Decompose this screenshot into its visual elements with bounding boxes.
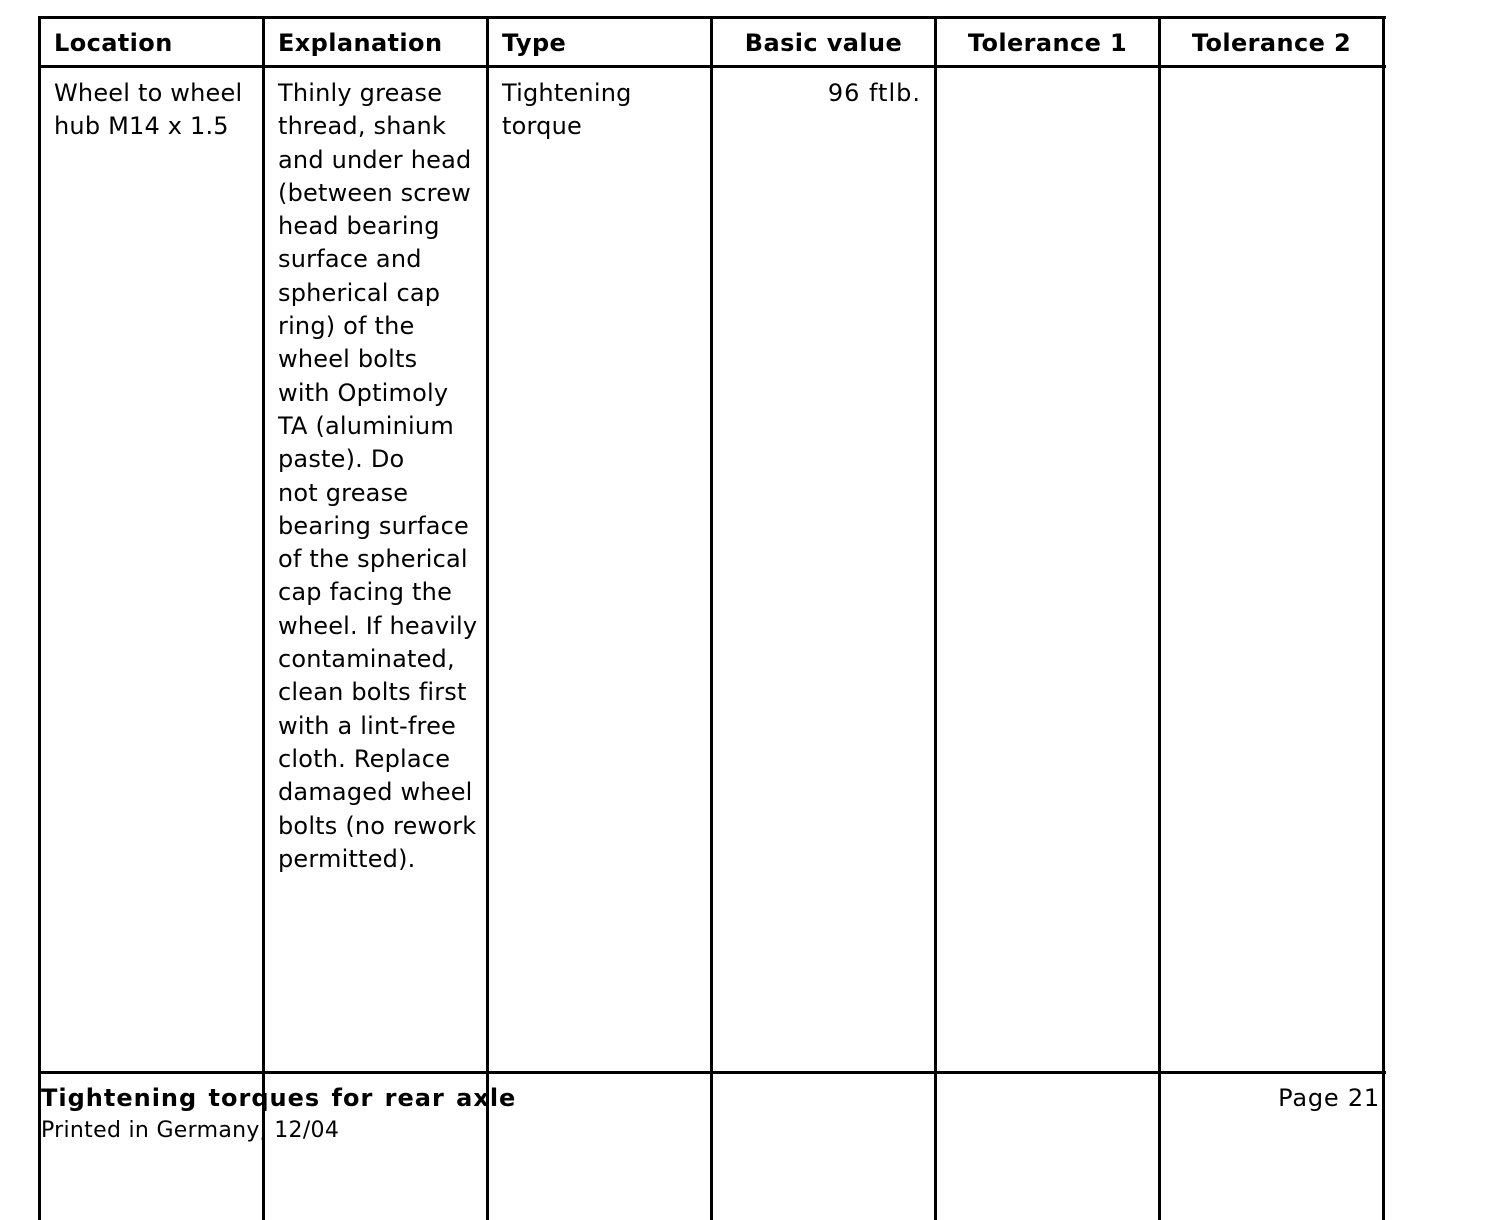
cell-type: Tightening torque (502, 79, 632, 141)
header-location: Location (54, 29, 173, 57)
table-left-border (38, 16, 41, 1220)
cell-location: Wheel to wheel hub M14 x 1.5 (54, 79, 243, 141)
column-divider-3 (710, 16, 713, 1220)
header-basic-value: Basic value (744, 29, 903, 57)
header-type: Type (502, 29, 567, 57)
footer-printed-note: Printed in Germany, 12/04 (41, 1118, 340, 1143)
footer-title: Tightening torques for rear axle (41, 1084, 517, 1112)
column-divider-1 (262, 16, 265, 1220)
column-divider-5 (1158, 16, 1161, 1220)
cell-explanation: Thinly grease thread, shank and under head (between screw head bearing surface and spherical cap ring) of the wheel bolts with Optimoly TA (aluminium paste). Do not grease bearing surface of the spherical cap facing the wheel. If heavily contaminated, clean bolts first with a lint-free cloth. Replace damaged wheel bolts (no rework permitted). (278, 79, 478, 873)
cell-basic-value: 96 ftlb. (827, 79, 921, 107)
column-divider-2 (486, 16, 489, 1220)
header-explanation: Explanation (278, 29, 443, 57)
page-number: Page 21 (1278, 1084, 1380, 1112)
column-divider-4 (934, 16, 937, 1220)
table-right-border (1382, 16, 1385, 1220)
header-tolerance-2: Tolerance 2 (1191, 29, 1352, 57)
header-tolerance-1: Tolerance 1 (967, 29, 1128, 57)
